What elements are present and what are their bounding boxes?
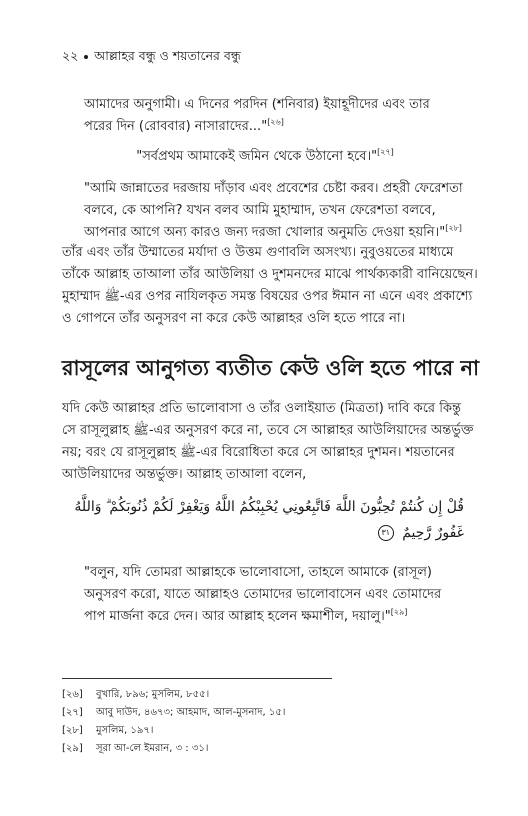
footnote-text: মুসলিম, ১৯৭। — [96, 725, 154, 736]
verse-end-marker: ٣١ — [378, 525, 394, 541]
quran-verse-arabic — [74, 494, 464, 546]
section-heading: রাসূলের আনুগত্য ব্যতীত কেউ ওলি হতে পারে না — [62, 356, 480, 380]
paragraph-line: ও গোপনে তাঁর অনুসরণ না করে কেউ আল্লাহর ওলি হতে পারে না। — [62, 311, 406, 326]
footnote — [62, 706, 285, 720]
separator-dot — [84, 55, 88, 59]
paragraph-virtues — [62, 242, 478, 330]
quote-line-last: পরের দিন (রোববার) নাসারাদের..."[২৬] — [84, 117, 284, 134]
quote-continuation — [84, 94, 464, 138]
footnote-text: বুখারি, ৮৯৬; মুসলিম, ৮৫৫। — [96, 689, 210, 700]
paragraph-line: তাঁর এবং তাঁর উম্মাতের মর্যাদা ও উত্তম গুণাবলি অসংখ্য। নুবুওয়তের মাধ্যমে — [62, 245, 454, 260]
quote-line: আমাদের অনুগামী। এ দিনের পরদিন (শনিবার) ইয়াহূদীদের এবং তার — [84, 97, 430, 112]
footnote-ref: [২৮] — [445, 223, 462, 233]
footnote-divider — [62, 678, 332, 679]
footnote — [62, 688, 209, 702]
quote-line: "আমি জান্নাতের দরজায় দাঁড়াব এবং প্রবেশের চেষ্টা করব। প্রহরী ফেরেশতা — [84, 181, 463, 196]
footnote-number: [২৭] — [62, 707, 83, 718]
quote-line: অনুসরণ করো, যাতে আল্লাহও তোমাদের ভালোবাসেন এবং তোমাদের — [84, 587, 442, 602]
quote-line-last: আপনার আগে অন্য কারও জন্য দরজা খোলার অনুমতি দেওয়া হয়নি।"[২৮] — [84, 223, 462, 240]
running-title: আল্লাহর বন্ধু ও শয়তানের বন্ধু — [94, 48, 241, 63]
footnote-number: [২৯] — [62, 743, 83, 754]
paragraph-line: মুহাম্মাদ ﷺ-এর ওপর নাযিলকৃত সমস্ত বিষয়ের ওপর ঈমান না এনে এবং প্রকাশ্যে — [62, 289, 473, 304]
quote-first-resurrected: "সর্বপ্রথম আমাকেই জমিন থেকে উঠানো হবে।"[২৭] — [136, 147, 394, 164]
running-header — [62, 48, 241, 68]
footnote-number: [২৬] — [62, 689, 83, 700]
footnote-ref: [২৯] — [390, 607, 408, 617]
paragraph-line: সে রাসূলুল্লাহ ﷺ-এর অনুসরণ করে না, তবে সে আল্লাহর আউলিয়াদের অন্তর্ভুক্ত — [62, 423, 474, 438]
paragraph-line: আউলিয়াদের অন্তর্ভুক্ত। আল্লাহ তাআলা বলেন, — [62, 467, 307, 482]
arabic-line-last: غَفُورٌ رَّحِيمٌ ٣١ — [84, 520, 464, 546]
footnote-ref: [২৭] — [377, 147, 394, 157]
footnote-text: আবু দাউদ, ৪৬৭৩; আহমাদ, আল-মুসনাদ, ১৫। — [96, 707, 286, 718]
quote-line: বলবে, কে আপনি? যখন বলব আমি মুহাম্মাদ, তখন ফেরেশতা বলবে, — [84, 203, 436, 218]
arabic-line: قُلْ إِن كُنتُمْ تُحِبُّونَ اللَّهَ فَاتَّبِعُونِي يُحْبِبْكُمُ اللَّهُ وَيَغْفِرْ لَكُمْ ذُنُوبَكُمْ ۗ وَاللَّهُ — [74, 499, 464, 515]
quote-line: "বলুন, যদি তোমরা আল্লাহকে ভালোবাসো, তাহলে আমাকে (রাসূল) — [84, 565, 432, 580]
page-number: ২২ — [62, 48, 79, 63]
paragraph-line: নয়; বরং যে রাসূলুল্লাহ ﷺ-এর বিরোধিতা করে সে আল্লাহর দুশমন। শয়তানের — [62, 445, 455, 460]
footnote-ref: [২৬] — [267, 117, 284, 127]
footnote-number: [২৮] — [62, 725, 83, 736]
quote-verse-translation — [84, 562, 464, 628]
quote-jannah-door — [84, 178, 464, 244]
paragraph-line: তাঁকে আল্লাহ তাআলা তাঁর আউলিয়া ও দুশমনদের মাঝে পার্থক্যকারী বানিয়েছেন। — [62, 267, 478, 282]
footnote — [62, 724, 153, 738]
paragraph-line: যদি কেউ আল্লাহর প্রতি ভালোবাসা ও তাঁর ওলাইয়াত (মিত্রতা) দাবি করে কিন্তু — [62, 401, 461, 416]
quote-line-last: পাপ মার্জনা করে দেন। আর আল্লাহ হলেন ক্ষমাশীল, দয়ালু।"[২৯] — [84, 607, 408, 624]
paragraph-obedience — [62, 398, 474, 486]
footnote-text: সূরা আ-লে ইমরান, ৩ : ৩১। — [96, 743, 209, 754]
footnote — [62, 742, 208, 756]
